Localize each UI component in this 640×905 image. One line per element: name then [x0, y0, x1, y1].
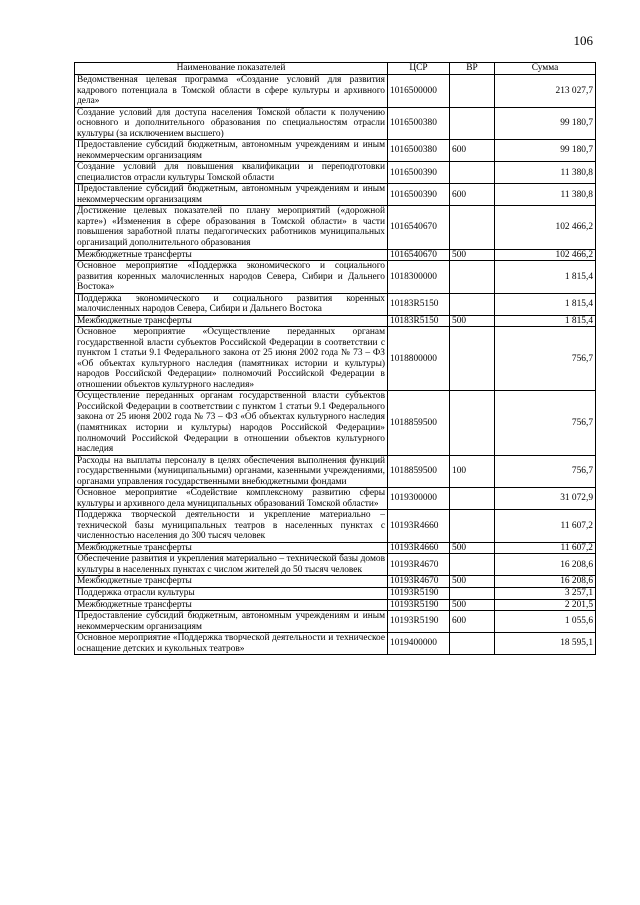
row-name: Основное мероприятие «Поддержка экономического и социального развития коренных малочисленных народов Севера, Сибири и Дальнего Востока» [75, 261, 388, 294]
row-name: Межбюджетные трансферты [75, 542, 388, 554]
row-vr: 100 [450, 455, 495, 488]
row-sum: 756,7 [495, 327, 596, 391]
row-sum: 102 466,2 [495, 206, 596, 249]
row-name: Межбюджетные трансферты [75, 576, 388, 588]
table-row [75, 206, 596, 249]
row-vr [450, 293, 495, 315]
row-csr: 1016500380 [388, 140, 450, 162]
table-row [75, 488, 596, 510]
row-sum: 1 815,4 [495, 293, 596, 315]
table-row [75, 455, 596, 488]
table-row [75, 611, 596, 633]
row-sum: 102 466,2 [495, 249, 596, 261]
row-name: Поддержка творческой деятельности и укрепление материально – технической базы муниципальных театров в населенных пунктах с численностью населения до 300 тысяч человек [75, 510, 388, 543]
row-sum: 756,7 [495, 455, 596, 488]
row-sum: 99 180,7 [495, 140, 596, 162]
row-name: Межбюджетные трансферты [75, 315, 388, 327]
table-row [75, 391, 596, 455]
row-name: Основное мероприятие «Содействие комплексному развитию сферы культуры и архивного дела муниципальных образований Томской области» [75, 488, 388, 510]
row-name: Основное мероприятие «Осуществление переданных органам государственной власти субъектов Российской Федерации в соответствии с пунктом 1 статьи 9.1 Федерального закона от 25 июня 2002 года № 73 – ФЗ «Об объектах культурного наследия (памятниках истории и культуры) народов Российской Федерации» полномочий Российской Федерации в отношении объектов культурного наследия» [75, 327, 388, 391]
row-vr [450, 488, 495, 510]
row-vr [450, 554, 495, 576]
table-row [75, 162, 596, 184]
table-row [75, 599, 596, 611]
row-csr: 10193R5190 [388, 611, 450, 633]
row-vr: 600 [450, 611, 495, 633]
row-sum: 1 815,4 [495, 315, 596, 327]
row-name: Основное мероприятие «Поддержка творческой деятельности и техническое оснащение детских и кукольных театров» [75, 633, 388, 655]
row-vr [450, 510, 495, 543]
row-csr: 1019400000 [388, 633, 450, 655]
row-sum: 1 815,4 [495, 261, 596, 294]
table-row [75, 576, 596, 588]
table-row [75, 140, 596, 162]
row-name: Ведомственная целевая программа «Создание условий для развития кадрового потенциала в Томской области в сфере культуры и архивного дела» [75, 75, 388, 108]
row-name: Поддержка экономического и социального развития коренных малочисленных народов Севера, Сибири и Дальнего Востока [75, 293, 388, 315]
row-name: Поддержка отрасли культуры [75, 587, 388, 599]
row-csr: 1016540670 [388, 206, 450, 249]
row-vr [450, 327, 495, 391]
row-sum: 16 208,6 [495, 576, 596, 588]
table-row [75, 249, 596, 261]
row-name: Достижение целевых показателей по плану мероприятий («дорожной карте») «Изменения в сфере образования в Томской области» в части повышения заработной платы педагогических работников муниципальных организаций дополнительного образования [75, 206, 388, 249]
table-row [75, 587, 596, 599]
row-csr: 1016500390 [388, 184, 450, 206]
row-vr [450, 162, 495, 184]
row-vr [450, 107, 495, 140]
row-vr: 500 [450, 542, 495, 554]
row-csr: 1016500390 [388, 162, 450, 184]
header-vr: ВР [450, 63, 495, 75]
table-row [75, 75, 596, 108]
row-vr [450, 391, 495, 455]
row-csr: 1018300000 [388, 261, 450, 294]
table-row [75, 315, 596, 327]
row-vr [450, 206, 495, 249]
row-sum: 756,7 [495, 391, 596, 455]
row-csr: 10193R4660 [388, 542, 450, 554]
row-csr: 1016500000 [388, 75, 450, 108]
row-csr: 1016500380 [388, 107, 450, 140]
row-csr: 1018859500 [388, 455, 450, 488]
header-sum: Сумма [495, 63, 596, 75]
row-name: Создание условий для повышения квалификации и переподготовки специалистов отрасли культуры Томской области [75, 162, 388, 184]
row-vr: 500 [450, 249, 495, 261]
row-sum: 11 380,8 [495, 184, 596, 206]
table-row [75, 327, 596, 391]
row-name: Предоставление субсидий бюджетным, автономным учреждениям и иным некоммерческим организациям [75, 184, 388, 206]
row-csr: 10193R5190 [388, 599, 450, 611]
row-vr: 500 [450, 315, 495, 327]
row-sum: 213 027,7 [495, 75, 596, 108]
row-csr: 10183R5150 [388, 315, 450, 327]
row-sum: 18 595,1 [495, 633, 596, 655]
row-sum: 11 607,2 [495, 542, 596, 554]
row-vr [450, 261, 495, 294]
row-csr: 1018800000 [388, 327, 450, 391]
row-name: Межбюджетные трансферты [75, 249, 388, 261]
row-vr [450, 633, 495, 655]
row-name: Создание условий для доступа населения Томской области к получению основного и дополнительного образования по специальностям отрасли культуры (за исключением высшего) [75, 107, 388, 140]
row-sum: 1 055,6 [495, 611, 596, 633]
table-header-row [75, 63, 596, 75]
row-csr: 10193R4670 [388, 576, 450, 588]
table-row [75, 542, 596, 554]
table-row [75, 293, 596, 315]
table-body [75, 75, 596, 655]
row-sum: 99 180,7 [495, 107, 596, 140]
row-vr [450, 587, 495, 599]
table-row [75, 184, 596, 206]
row-name: Осуществление переданных органам государственной власти субъектов Российской Федерации в соответствии с пунктом 1 статьи 9.1 Федерального закона от 25 июня 2002 года № 73 – ФЗ «Об объектах культурного наследия (памятниках истории и культуры) народов Российской Федерации» полномочий Российской Федерации в отношении объектов культурного наследия [75, 391, 388, 455]
row-csr: 10193R4670 [388, 554, 450, 576]
table-row [75, 554, 596, 576]
row-vr [450, 75, 495, 108]
row-name: Расходы на выплаты персоналу в целях обеспечения выполнения функций государственными (муниципальными) органами, казенными учреждениями, органами управления государственными внебюджетными фондами [75, 455, 388, 488]
row-csr: 1018859500 [388, 391, 450, 455]
header-csr: ЦСР [388, 63, 450, 75]
page-number: 106 [573, 33, 593, 48]
row-sum: 11 607,2 [495, 510, 596, 543]
row-sum: 3 257,1 [495, 587, 596, 599]
row-csr: 10183R5150 [388, 293, 450, 315]
row-csr: 10193R4660 [388, 510, 450, 543]
table-row [75, 261, 596, 294]
row-vr: 600 [450, 184, 495, 206]
row-name: Предоставление субсидий бюджетным, автономным учреждениям и иным некоммерческим организациям [75, 140, 388, 162]
table-row [75, 107, 596, 140]
table-row [75, 633, 596, 655]
row-name: Предоставление субсидий бюджетным, автономным учреждениям и иным некоммерческим организациям [75, 611, 388, 633]
row-sum: 31 072,9 [495, 488, 596, 510]
row-csr: 1019300000 [388, 488, 450, 510]
row-name: Межбюджетные трансферты [75, 599, 388, 611]
row-csr: 1016540670 [388, 249, 450, 261]
row-name: Обеспечение развития и укрепления материально – технической базы домов культуры в населенных пунктах с числом жителей до 50 тысяч человек [75, 554, 388, 576]
row-vr: 600 [450, 140, 495, 162]
row-sum: 16 208,6 [495, 554, 596, 576]
row-csr: 10193R5190 [388, 587, 450, 599]
header-name: Наименование показателей [75, 63, 388, 75]
table-row [75, 510, 596, 543]
row-vr: 500 [450, 576, 495, 588]
row-vr: 500 [450, 599, 495, 611]
row-sum: 2 201,5 [495, 599, 596, 611]
budget-table [74, 62, 596, 655]
row-sum: 11 380,8 [495, 162, 596, 184]
